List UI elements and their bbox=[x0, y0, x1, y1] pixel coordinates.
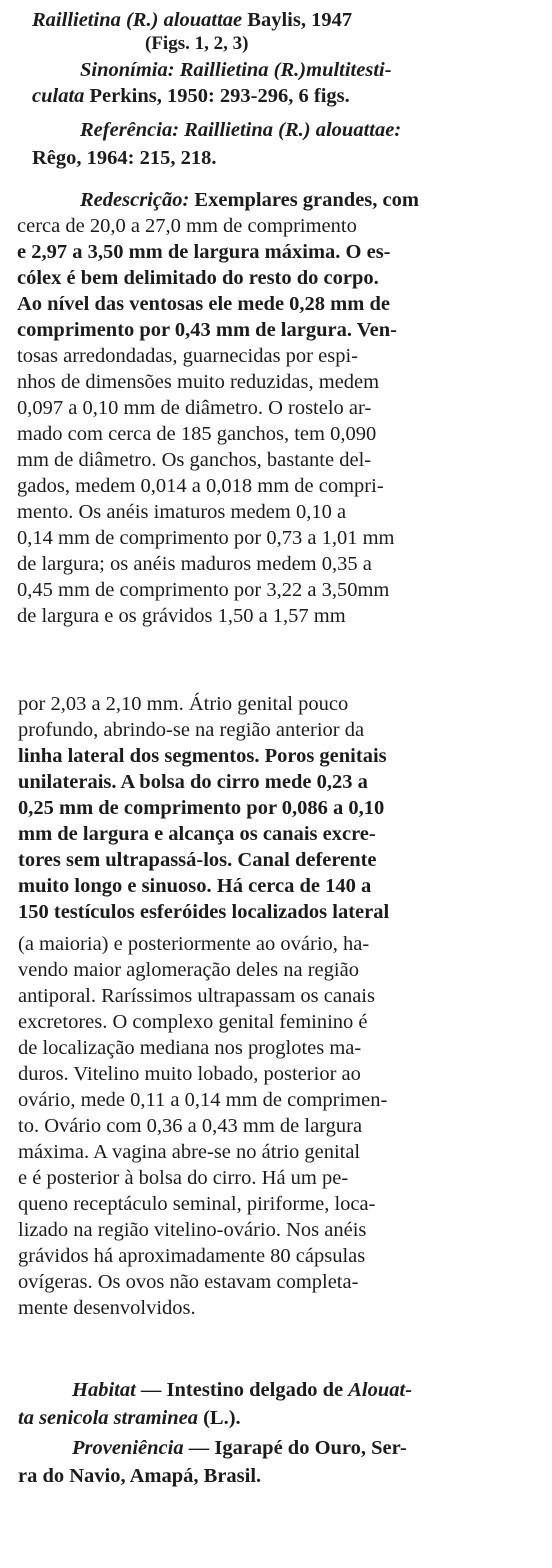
species-title bbox=[32, 8, 352, 32]
redescription-line: to. Ovário com 0,36 a 0,43 mm de largura bbox=[18, 1115, 363, 1137]
figure-reference: (Figs. 1, 2, 3) bbox=[145, 33, 249, 54]
synonymy-genus: Raillietina bbox=[179, 59, 269, 81]
redescription-line: grávidos há aproximadamente 80 cápsulas bbox=[18, 1245, 366, 1267]
redescription-line: excretores. O complexo genital feminino é bbox=[18, 1011, 368, 1033]
synonymy-line bbox=[80, 58, 392, 82]
synonymy-subgenus: (R.) bbox=[273, 59, 307, 81]
habitat-text: Intestino delgado de bbox=[166, 1379, 344, 1401]
redescription-first-line bbox=[80, 188, 419, 212]
redescription-line: Ao nível das ventosas ele mede 0,28 mm de bbox=[17, 293, 390, 315]
redescription-line: antiporal. Raríssimos ultrapassam os canais bbox=[18, 985, 375, 1007]
habitat-line bbox=[72, 1378, 412, 1402]
redescription-line: duros. Vitelino muito lobado, posterior ao bbox=[18, 1063, 361, 1085]
redescription-line: mm de diâmetro. Os ganchos, bastante del- bbox=[17, 449, 372, 471]
redescription-line: mado com cerca de 185 ganchos, tem 0,090 bbox=[17, 423, 377, 445]
redescription-line: ovígeras. Os ovos não estavam completa- bbox=[18, 1271, 359, 1293]
redescription-line: unilaterais. A bolsa do cirro mede 0,23 a bbox=[18, 771, 368, 793]
redescription-line: 0,45 mm de comprimento por 3,22 a 3,50mm bbox=[17, 579, 390, 601]
redescription-line: profundo, abrindo-se na região anterior da bbox=[18, 719, 365, 741]
redescription-line: de largura; os anéis maduros medem 0,35 a bbox=[17, 553, 372, 575]
redescription-line: 150 testículos esferóides localizados lateral bbox=[18, 901, 390, 923]
provenance-dash: — bbox=[188, 1437, 210, 1459]
provenance-label: Proveniência bbox=[72, 1437, 184, 1459]
reference-species: alouattae: bbox=[315, 119, 402, 141]
redescription-line: de localização mediana nos proglotes ma- bbox=[18, 1037, 362, 1059]
redescription-line: linha lateral dos segmentos. Poros genitais bbox=[18, 745, 387, 767]
habitat-line-2 bbox=[18, 1406, 241, 1430]
habitat-dash: — bbox=[140, 1379, 162, 1401]
reference-label: Referência: bbox=[80, 119, 180, 141]
habitat-host-a: Alouat- bbox=[348, 1379, 413, 1401]
habitat-author: (L.). bbox=[203, 1407, 241, 1429]
redescription-line: comprimento por 0,43 mm de largura. Ven- bbox=[17, 319, 397, 341]
reference-citation: Rêgo, 1964: 215, 218. bbox=[32, 147, 217, 169]
redescription-line: ovário, mede 0,11 a 0,14 mm de comprimen- bbox=[18, 1089, 388, 1111]
redescription-line: mento. Os anéis imaturos medem 0,10 a bbox=[17, 501, 347, 523]
redescription-line: 0,14 mm de comprimento por 0,73 a 1,01 mm bbox=[17, 527, 395, 549]
title-subgenus: (R.) bbox=[125, 9, 159, 31]
redescription-line: vendo maior aglomeração deles na região bbox=[18, 959, 359, 981]
redescription-line: gados, medem 0,014 a 0,018 mm de compri- bbox=[17, 475, 384, 497]
redescription-line: queno receptáculo seminal, piriforme, loca- bbox=[18, 1193, 376, 1215]
synonymy-line-2 bbox=[32, 84, 350, 108]
redescription-line: lizado na região vitelino-ovário. Nos anéis bbox=[18, 1219, 367, 1241]
redescription-line: por 2,03 a 2,10 mm. Átrio genital pouco bbox=[18, 693, 349, 715]
redescription-line: máxima. A vagina abre-se no átrio genital bbox=[18, 1141, 361, 1163]
synonymy-label: Sinonímia: bbox=[80, 59, 175, 81]
redescription-line: (a maioria) e posteriormente ao ovário, ha- bbox=[18, 933, 370, 955]
provenance-text: Igarapé do Ouro, Ser- bbox=[214, 1437, 407, 1459]
redescription-first-text: Exemplares grandes, com bbox=[194, 189, 419, 211]
redescription-line: tores sem ultrapassá-los. Canal deferente bbox=[18, 849, 377, 871]
reference-line bbox=[80, 118, 401, 142]
redescription-line: de largura e os grávidos 1,50 a 1,57 mm bbox=[17, 605, 346, 627]
redescription-line: nhos de dimensões muito reduzidas, medem bbox=[17, 371, 380, 393]
provenance-line-2: ra do Navio, Amapá, Brasil. bbox=[18, 1465, 262, 1487]
synonymy-citation: Perkins, 1950: 293-296, 6 figs. bbox=[89, 85, 350, 107]
redescription-line: e 2,97 a 3,50 mm de largura máxima. O es- bbox=[17, 241, 391, 263]
redescription-line: 0,25 mm de comprimento por 0,086 a 0,10 bbox=[18, 797, 385, 819]
title-species: alouattae bbox=[163, 9, 243, 31]
habitat-label: Habitat bbox=[72, 1379, 136, 1401]
title-author: Baylis, 1947 bbox=[247, 9, 353, 31]
redescription-line: muito longo e sinuoso. Há cerca de 140 a bbox=[18, 875, 372, 897]
title-genus: Raillietina bbox=[32, 9, 121, 31]
provenance-line bbox=[72, 1436, 407, 1460]
synonymy-species-a: multitesti- bbox=[306, 59, 392, 81]
reference-subgenus: (R.) bbox=[278, 119, 311, 141]
redescription-line: mente desenvolvidos. bbox=[18, 1297, 196, 1319]
synonymy-species-b: culata bbox=[32, 85, 85, 107]
reference-genus: Raillietina bbox=[184, 119, 274, 141]
redescription-line: e é posterior à bolsa do cirro. Há um pe- bbox=[18, 1167, 349, 1189]
redescription-line: 0,097 a 0,10 mm de diâmetro. O rostelo ar- bbox=[17, 397, 372, 419]
habitat-host-b: ta senicola straminea bbox=[18, 1407, 198, 1429]
redescription-line: cólex é bem delimitado do resto do corpo. bbox=[17, 267, 379, 289]
redescription-label: Redescrição: bbox=[80, 189, 190, 211]
redescription-line: mm de largura e alcança os canais excre- bbox=[18, 823, 376, 845]
redescription-line: cerca de 20,0 a 27,0 mm de comprimento bbox=[17, 215, 357, 237]
redescription-line: tosas arredondadas, guarnecidas por espi- bbox=[17, 345, 358, 367]
